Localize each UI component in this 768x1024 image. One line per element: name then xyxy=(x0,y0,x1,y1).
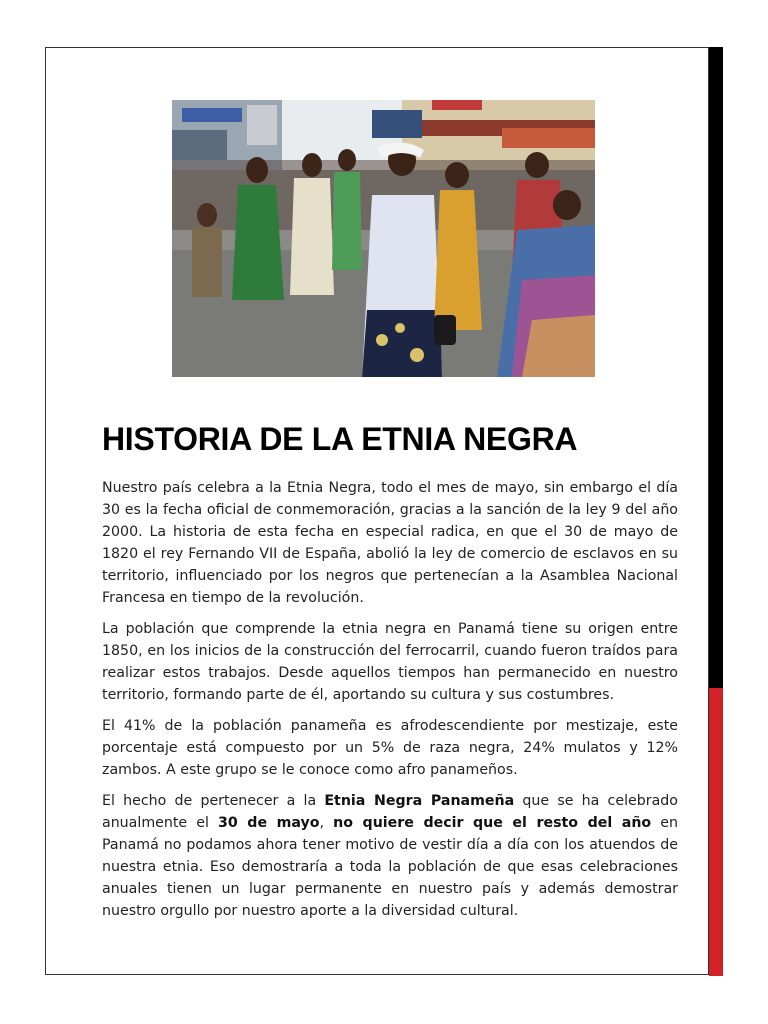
paragraph-2: La población que comprende la etnia negra en Panamá tiene su origen entre 1850, en los inicios de la construcción del ferrocarril, cuando fueron traídos para realizar estos trabajos. Desde aquellos tiempos han permanecido en nuestro territorio, formando parte de él, aportando su cultura y sus costumbres. xyxy=(102,621,678,703)
bold-etnia-negra: Etnia Negra Panameña xyxy=(324,793,515,809)
paragraph-1: Nuestro país celebra a la Etnia Negra, todo el mes de mayo, sin embargo el día 30 es la fecha oficial de conmemoración, gracias a la sanción de la ley 9 del año 2000. La historia de esta fecha en especial radica, en que el 30 de mayo de 1820 el rey Fernando VII de España, abolió la ley de comercio de esclavos en su territorio, influenciado por los negros que pertenecían a la Asamblea Nacional Francesa en tiempo de la revolución. xyxy=(102,480,678,606)
article-body xyxy=(102,477,678,931)
paragraph-4-text: , xyxy=(319,815,334,831)
paragraph-4-text: que se ha celebrado anualmente el xyxy=(102,793,678,831)
bold-resto-del-ano: no quiere decir que el resto del año xyxy=(333,815,652,831)
side-bar-red xyxy=(709,688,723,976)
paragraph-4-text: en Panamá no podamos ahora tener motivo de vestir día a día con los atuendos de nuestra etnia. Eso demostraría a toda la población de que esas celebraciones anuales tienen un lugar permanente en nuestro país y además demostrar nuestro orgullo por nuestro aporte a la diversidad cultural. xyxy=(102,815,678,919)
paragraph-4-text: El hecho de pertenecer a la xyxy=(102,793,325,809)
page-title: HISTORIA DE LA ETNIA NEGRA xyxy=(102,421,578,457)
paragraph-4 xyxy=(102,790,678,922)
paragraph-3: El 41% de la población panameña es afrodescendiente por mestizaje, este porcentaje está compuesto por un 5% de raza negra, 24% mulatos y 12% zambos. A este grupo se le conoce como afro panameños. xyxy=(102,718,678,778)
parade-photo xyxy=(172,100,595,377)
bold-30-de-mayo: 30 de mayo xyxy=(218,815,320,831)
side-bar-black xyxy=(709,47,723,688)
